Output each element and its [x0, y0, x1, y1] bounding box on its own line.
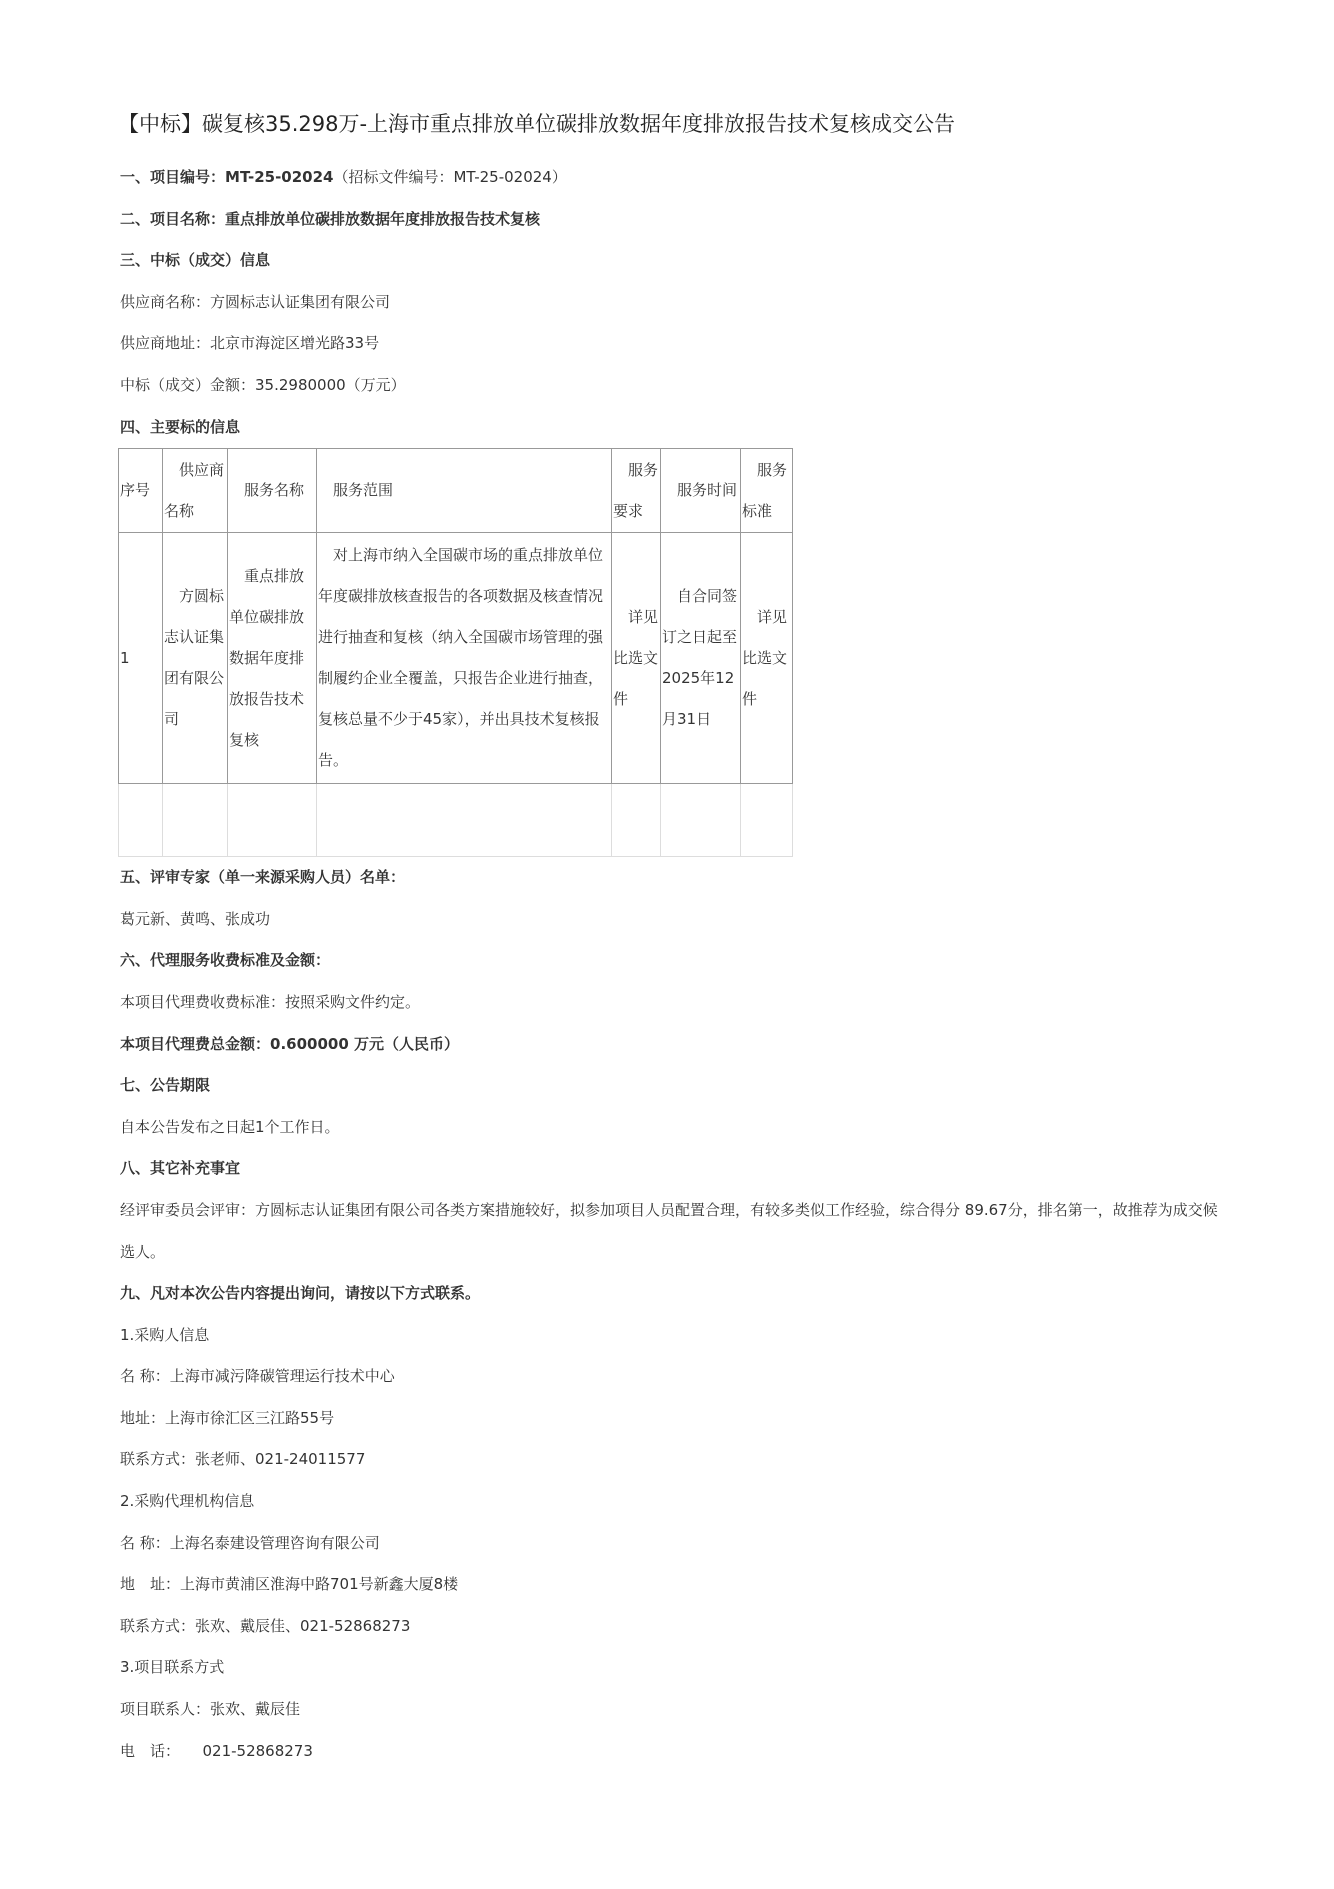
- section-period: 七、公告期限: [120, 1076, 211, 1095]
- header-cell: 服务名称: [228, 449, 317, 533]
- experts-list: 葛元新、黄鸣、张成功: [120, 909, 271, 928]
- table-cell: 1: [119, 533, 163, 784]
- section-contact: 九、凡对本次公告内容提出询问，请按以下方式联系。: [120, 1284, 481, 1303]
- header-cell: 服务要求: [612, 449, 661, 533]
- table-cell: 自合同签订之日起至2025年12月31日: [661, 533, 741, 784]
- page-title: 【中标】碳复核35.298万-上海市重点排放单位碳排放数据年度排放报告技术复核成交公告: [118, 112, 956, 136]
- table-cell: 对上海市纳入全国碳市场的重点排放单位年度碳排放核查报告的各项数据及核查情况进行抽查和复核（纳入全国碳市场管理的强制履约企业全覆盖，只报告企业进行抽查，复核总量不少于45家），并出具技术复核报告。: [317, 533, 612, 784]
- fee-total: 本项目代理费总金额：0.600000 万元（人民币）: [120, 1034, 459, 1053]
- section-agency-fee: 六、代理服务收费标准及金额：: [120, 951, 331, 970]
- buyer-contact: 联系方式：张老师、021-24011577: [120, 1450, 366, 1469]
- project-contact-person: 项目联系人：张欢、戴辰佳: [120, 1700, 301, 1719]
- header-cell: 服务范围: [317, 449, 612, 533]
- table-empty-row: [119, 784, 793, 857]
- main-info-table: [118, 448, 793, 857]
- project-number: 一、项目编号：MT-25-02024（招标文件编号：MT-25-02024）: [120, 168, 567, 186]
- buyer-address: 地址：上海市徐汇区三江路55号: [120, 1408, 335, 1427]
- section-experts: 五、评审专家（单一来源采购人员）名单：: [120, 868, 406, 887]
- header-cell: 序号: [119, 449, 163, 533]
- header-cell: 服务时间: [661, 449, 741, 533]
- section-award-info: 三、中标（成交）信息: [120, 251, 271, 270]
- table-header-row: [119, 449, 793, 533]
- project-contact-heading: 3.项目联系方式: [120, 1658, 225, 1677]
- supplier-name: 供应商名称：方圆标志认证集团有限公司: [120, 292, 391, 311]
- table-cell: 详见比选文件: [612, 533, 661, 784]
- agent-heading: 2.采购代理机构信息: [120, 1492, 255, 1511]
- table-cell: [163, 784, 228, 857]
- section-supplement: 八、其它补充事宜: [120, 1159, 241, 1178]
- review-text: 经评审委员会评审：方圆标志认证集团有限公司各类方案措施较好，拟参加项目人员配置合理，有较多类似工作经验，综合得分 89.67分，排名第一，故推荐为成交候选人。: [120, 1200, 1218, 1261]
- buyer-name: 名 称：上海市减污降碳管理运行技术中心: [120, 1367, 395, 1386]
- table-cell: 详见比选文件: [741, 533, 793, 784]
- table-cell: [228, 784, 317, 857]
- table-cell: 重点排放单位碳排放数据年度排放报告技术复核: [228, 533, 317, 784]
- table-row: [119, 533, 793, 784]
- table-cell: [612, 784, 661, 857]
- agent-contact: 联系方式：张欢、戴辰佳、021-52868273: [120, 1616, 411, 1635]
- table-cell: [119, 784, 163, 857]
- table-cell: [317, 784, 612, 857]
- section-main-info: 四、主要标的信息: [120, 417, 241, 436]
- agent-name: 名 称：上海名泰建设管理咨询有限公司: [120, 1533, 380, 1552]
- section-project-name: 二、项目名称：重点排放单位碳排放数据年度排放报告技术复核: [120, 209, 541, 228]
- supplier-address: 供应商地址：北京市海淀区增光路33号: [120, 334, 380, 353]
- agent-address: 地 址：上海市黄浦区淮海中路701号新鑫大厦8楼: [120, 1575, 459, 1594]
- project-phone: 电 话： 021-52868273: [120, 1741, 313, 1760]
- table-cell: [741, 784, 793, 857]
- header-cell: 服务标准: [741, 449, 793, 533]
- award-amount: 中标（成交）金额：35.2980000（万元）: [120, 375, 406, 394]
- buyer-heading: 1.采购人信息: [120, 1325, 210, 1344]
- table-cell: 方圆标志认证集团有限公司: [163, 533, 228, 784]
- table-cell: [661, 784, 741, 857]
- header-cell: 供应商名称: [163, 449, 228, 533]
- announcement: [120, 104, 1230, 1772]
- fee-standard: 本项目代理费收费标准：按照采购文件约定。: [120, 992, 421, 1011]
- period-text: 自本公告发布之日起1个工作日。: [120, 1117, 340, 1136]
